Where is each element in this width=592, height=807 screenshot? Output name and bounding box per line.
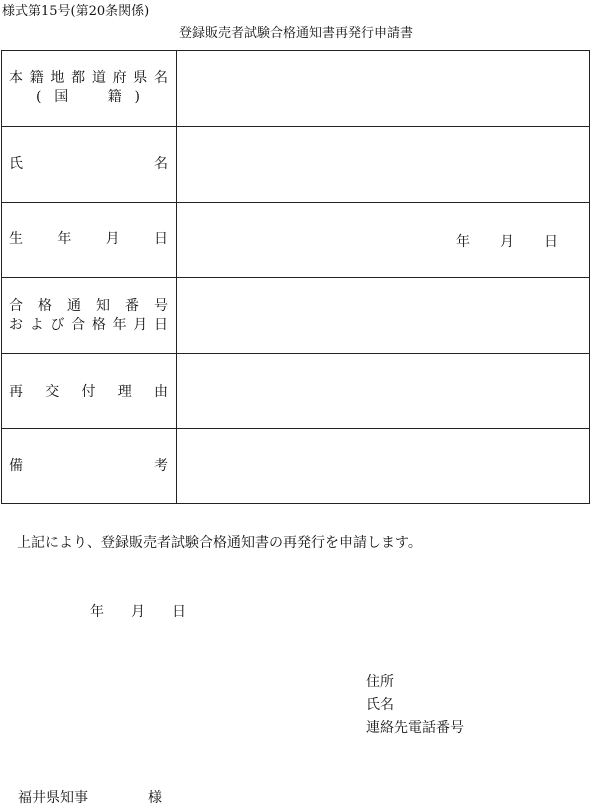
label-birthdate: 生年月日	[9, 231, 168, 247]
label-cell-reissue-reason	[2, 354, 176, 428]
label-pass-date: および合格年月日	[9, 317, 168, 333]
table-row-pass-number	[2, 278, 589, 354]
applicant-address-label: 住所	[366, 674, 394, 690]
birthdate-field: 年月日	[456, 234, 558, 250]
application-statement: 上記により、登録販売者試験合格通知書の再発行を申請します。	[17, 535, 422, 551]
addressee-honorific: 様	[148, 790, 162, 806]
application-date: 年月日	[90, 604, 186, 620]
label-cell-pass-number	[2, 278, 176, 353]
applicant-name-label: 氏名	[366, 697, 394, 713]
label-cell-birthdate	[2, 203, 176, 277]
table-row-birthdate	[2, 203, 589, 278]
label-cell-domicile	[2, 51, 176, 126]
label-name: 氏名	[9, 156, 168, 172]
table-row-reissue-reason	[2, 354, 589, 429]
applicant-phone-label: 連絡先電話番号	[366, 720, 464, 736]
application-form-table	[1, 50, 590, 504]
document-title: 登録販売者試験合格通知書再発行申請書	[178, 26, 413, 41]
label-cell-name	[2, 127, 176, 202]
addressee-name: 福井県知事	[18, 790, 88, 806]
table-row-name	[2, 127, 589, 203]
table-row-remarks	[2, 429, 589, 503]
form-number: 様式第15号(第20条関係)	[2, 4, 150, 19]
table-row-domicile	[2, 51, 589, 127]
label-domicile: 本籍地都道府県名	[9, 70, 168, 86]
label-nationality: (国 籍)	[36, 89, 140, 105]
label-pass-number: 合格通知番号	[9, 298, 168, 314]
label-remarks: 備考	[9, 458, 168, 474]
label-cell-remarks	[2, 429, 176, 503]
label-reissue-reason: 再交付理由	[9, 384, 168, 400]
